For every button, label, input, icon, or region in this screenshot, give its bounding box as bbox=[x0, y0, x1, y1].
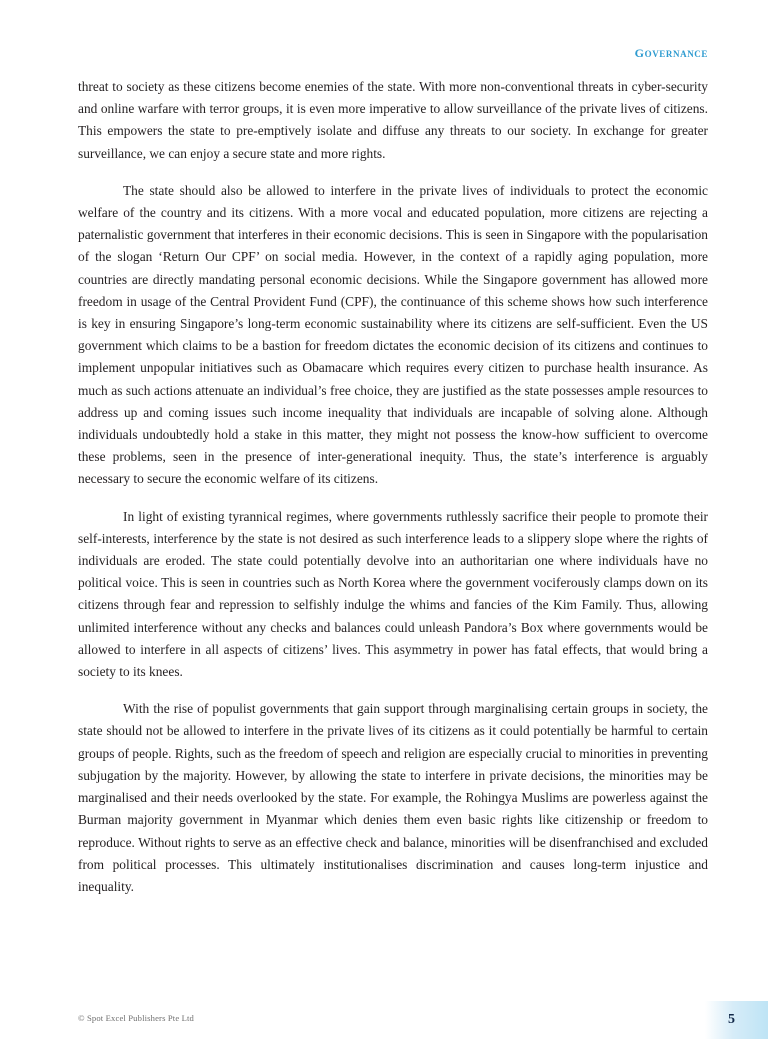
paragraph-1: threat to society as these citizens become enemies of the state. With more non-conventional threats in cyber-security and online warfare with terror groups, it is even more imperative to allow surveillance of the private lives of citizens. This empowers the state to pre-emptively isolate and diffuse any threats to our society. In exchange for greater surveillance, we can enjoy a secure state and more rights. bbox=[78, 79, 708, 161]
copyright-notice: © Spot Excel Publishers Pte Ltd bbox=[78, 1013, 194, 1023]
paragraph-3: In light of existing tyrannical regimes, where governments ruthlessly sacrifice their people to promote their self-interests, interference by the state is not desired as such interference leads to a slippery slope where the rights of individuals are eroded. The state could potentially devolve into an authoritarian one where individuals have no political voice. This is seen in countries such as North Korea where the government vociferously clamps down on its citizens through fear and repression to selfishly indulge the whims and fancies of the Kim Family. Thus, allowing unlimited interference without any checks and balances could unleash Pandora’s Box where governments would be allowed to interfere in all aspects of citizens’ lives. This asymmetry in power has fatal effects, that would bring a society to its knees. bbox=[78, 508, 708, 680]
paragraph-2: The state should also be allowed to interfere in the private lives of individuals to protect the economic welfare of the country and its citizens. With a more vocal and educated population, more citizens are rejecting a paternalistic government that interferes in their economic decisions. This is seen in Singapore with the popularisation of the slogan ‘Return Our CPF’ on social media. However, in the context of a rapidly aging population, more countries are directly mandating personal economic decisions. While the Singapore government has allowed more freedom in usage of the Central Provident Fund (CPF), the continuance of this scheme shows how such interference is key in ensuring Singapore’s long-term economic sustainability where its citizens are self-sufficient. Even the US government which claims to be a bastion for freedom dictates the economic decision of its citizens and continues to implement unpopular initiatives such as Obamacare which requires every citizen to purchase health insurance. As much as such actions attenuate an individual’s free choice, they are justified as the state possesses ample resources to address up and coming issues such income inequality that individuals are incapable of solving alone. Although individuals undoubtedly hold a stake in this matter, they might not possess the know-how sufficient to overcome these problems, seen in the presence of inter-generational inequity. Thus, the state’s interference is arguably necessary to secure the economic welfare of its citizens. bbox=[78, 182, 708, 487]
body-text-column bbox=[78, 76, 708, 898]
page-number-badge bbox=[705, 1001, 768, 1039]
paragraph-4: With the rise of populist governments that gain support through marginalising certain groups in society, the state should not be allowed to interfere in the private lives of its citizens as it could potentially be harmful to certain groups of people. Rights, such as the freedom of speech and religion are especially crucial to minorities in preventing subjugation by the majority. However, by allowing the state to interfere in private decisions, the minorities may be marginalised and their needs overlooked by the state. For example, the Rohingya Muslims are powerless against the Burman majority government in Myanmar which denies them even basic rights like citizenship or freedom to reproduce. Without rights to serve as an effective check and balance, minorities will be disenfranchised and excluded from political processes. This ultimately institutionalises discrimination and causes long-term injustice and inequality. bbox=[78, 701, 708, 894]
page-number: 5 bbox=[728, 1012, 735, 1027]
running-head-governance: governance bbox=[634, 42, 708, 61]
